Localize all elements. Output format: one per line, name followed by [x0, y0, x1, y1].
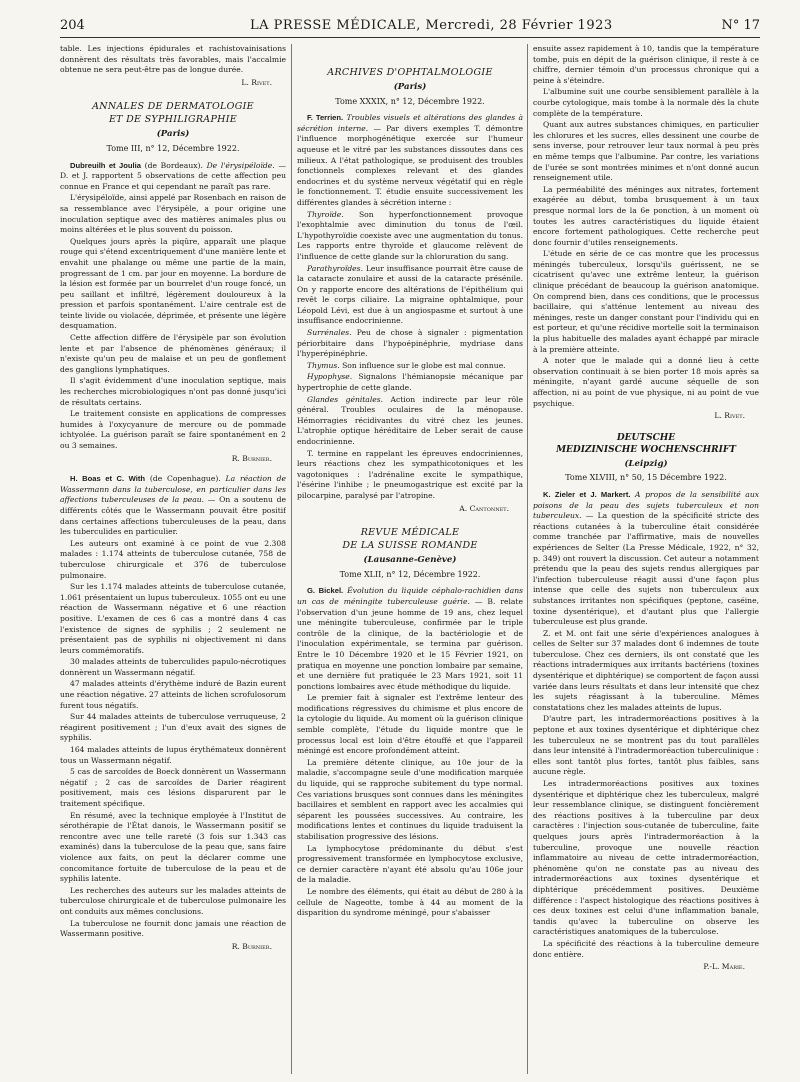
- paragraph: Le traitement consiste en applications de compresses humides à l'oxycyanure de mercure ou de pommade ichtyolée. La guérison paraît se faire spontanément en 2 ou 3 semaines.: [60, 409, 286, 450]
- paragraph: 47 malades atteints d'érythème induré de Bazin eurent une réaction négative. 27 atteints de lichen scrofulosorum furent tous négatifs.: [60, 679, 286, 710]
- paragraph: La spécificité des réactions à la tuberculine demeure donc entière.: [533, 938, 759, 959]
- section-city: (Paris): [156, 129, 190, 140]
- column-divider: [527, 44, 528, 1074]
- paragraph: Parathyroïdes. Leur insuffisance pourrait être cause de la cataracte zonulaire et aussi de la cataracte présénile. On y rapporte encore des altérations de l'épithélium qui revêt le corps ciliaire. La migraine ophtalmique, pour Léopold Lévi, est due à un angiospasme et surtout à une insuffisance endocrinienne.: [297, 263, 523, 326]
- paragraph: Cette affection diffère de l'érysipèle par son évolution lente et par l'absence de phénomènes généraux; il n'existe qu'un peu de malaise et un peu de gonflement des ganglions lymphatiques.: [60, 333, 286, 374]
- paragraph: Thymus. Son influence sur le globe est mal connue.: [307, 360, 506, 370]
- section-city: (Leipzig): [624, 458, 668, 469]
- paragraph: Sur les 1.174 malades atteints de tuberculose cutanée, 1.061 présentaient un lupus tuberculeux. 1055 ont eu une réaction de Wassermann négative et 6 une réaction positive. L'examen de ces 6 cas a montré dans 4 cas l'existence de signes de syphilis ; 2 seulement ne présentaient pas de syphilis ni objectivement ni dans leurs commémoratifs.: [60, 582, 286, 655]
- section-city: (Paris): [393, 82, 427, 92]
- page-number: 204: [60, 18, 85, 33]
- signature: L. Rivet.: [241, 77, 272, 87]
- signature: R. Burnier.: [231, 941, 272, 951]
- column-2: [297, 44, 523, 1074]
- column-3: [533, 44, 759, 1074]
- paragraph: Z. et M. ont fait une série d'expériences analogues à celles de Selter sur 37 malades dont 6 indemnes de toute tuberculose. Chez ces derniers, ils ont constaté que les réactions intradermiques aux irritants bactériens (toxines dysentérique et diphtérique) se comportent de façon aussi variée dans leurs résultats et dans leur intensité que chez les sujets réagissant à la tuberculine. Mêmes constatations chez les malades atteints de lupus.: [533, 628, 759, 712]
- section-city: (Lausanne-Genève): [363, 555, 457, 566]
- section-heading: REVUE MÉDICALE DE LA SUISSE ROMANDE: [342, 527, 478, 552]
- paragraph: Les recherches des auteurs sur les malades atteints de tuberculose chirurgicale et de tuberculose pulmonaire les ont conduits aux mêmes conclusions.: [60, 885, 286, 916]
- paragraph: Quelques jours après la piqûre, apparaît une plaque rouge qui s'étend excentriquement d'une manière lente et envahit une phalange ou même une partie de la main, progressant de 1 cm. par jour en moyenne. La bordure de la lésion est formée par un bourrelet d'un rouge foncé, un peu saillant et infiltré, légèrement douloureux à la pression et parfois spontanément. L'aire centrale est de teinte livide ou violacée, déprimée, et présente une légère desquamation.: [60, 236, 286, 331]
- signature: L. Rivet.: [714, 411, 745, 421]
- article-lead: K. Zieler et J. Markert. A propos de la sensibilité aux poisons de la peau des sujets tuberculeux et non tuberculeux. — La question de la spécificité stricte des réactions cutanées à la tuberculine était considérée comme tranchée par l'affirmative, mais de nouvelles expériences de Selter (La Presse Médicale, 1922, n° 32, p. 349) ont rouvert la discussion. Cet auteur a notamment prétendu que la peau des sujets rendus allergiques par l'infection tuberculeuse réagit aussi d'une façon plus intense que celle des sujets non tuberculeux aux substances irritantes non spécifiques (peptone, caséine, toxine dysentérique), et d'autant plus que l'allergie tuberculeuse est plus grande.: [533, 489, 759, 627]
- paragraph: En résumé, avec la technique employée à l'Institut de sérothérapie de l'État danois, le Wassermann positif se rencontre avec une telle rareté (3 fois sur 1.343 cas examinés) dans la tuberculose de la peau que, sans faire violence aux faits, on peut la déclarer comme une concomitance fortuite de tuberculose de la peau et de syphilis latente.: [60, 810, 286, 884]
- tome-line: Tome XLVIII, n° 50, 15 Décembre 1922.: [565, 473, 727, 483]
- section-heading: ARCHIVES D'OPHTALMOLOGIE: [327, 67, 493, 78]
- article-lead: F. Terrien. Troubles visuels et altérations des glandes à sécrétion interne. — Par divers exemples T. démontre l'influence morphogénétique exercée sur l'humeur aqueuse et le vitré par les substances dissoutes dans ces milieux. A l'état pathologique, se produisent des troubles fonctionnels complexes relevant et des glandes endocrines et du système nerveux végétatif qui en règle le fonctionnement. T. étudie ensuite successivement les différentes glandes à sécrétion interne :: [297, 113, 523, 207]
- article-lead: Dubreuilh et Joulia (de Bordeaux). De l'érysipéloïde. — D. et J. rapportent 5 observations de cette affection peu connue en France et qui cependant ne paraît pas rare.: [60, 160, 286, 191]
- column-divider: [291, 44, 292, 1074]
- paragraph: L'érysipéloïde, ainsi appelé par Rosenbach en raison de sa ressemblance avec l'érysipèle, a pour origine une inoculation septique avec des matières animales plus ou moins altérées et le plus souvent du poisson.: [60, 193, 286, 235]
- paragraph: L'albumine suit une courbe sensiblement parallèle à la courbe cytologique, mais tombe à la normale dès la chute complète de la température.: [533, 87, 759, 118]
- article-lead: H. Boas et C. With (de Copenhague). La réaction de Wassermann dans la tuberculose, en particulier dans les affections tuberculeuses de la peau. — On a soutenu de différents côtés que le Wassermann pouvait être positif dans certaines affections tuberculeuses de la peau, dans les tuberculides en particulier.: [60, 474, 286, 537]
- paragraph: T. termine en rappelant les épreuves endocriniennes, leurs réactions chez les sympathicotoniques et les vagotoniques : l'adrénaline excite le sympathique, l'ésérine l'inhibe ; le pneumogastrique est excité par la pilocarpine, paralysé par l'atropine.: [297, 448, 523, 500]
- paragraph: La lymphocytose prédominante du début s'est progressivement transformée en lymphocytose exclusive, ce dernier caractère n'ayant été absolu qu'au 106e jour de la maladie.: [297, 843, 523, 885]
- paragraph: Les intradermoréactions positives aux toxines dysentérique et diphtérique chez les tuberculeux, malgré leur ressemblance clinique, se distinguent foncièrement des réactions positives à la tuberculine par deux caractères : l'injection sous-cutanée de tuberculine, faite quelques jours après l'intradermoréaction à la tuberculine, provoque une nouvelle réaction inflammatoire au niveau de cette intradermoréaction, phénomène qu'on ne constate pas au niveau des intradermoréactions aux toxines dysentérique et diphtérique précédemment positives. Deuxième différence : l'aspect histologique des réactions positives à ces deux toxines est celui d'une inflammation banale, tandis qu'avec la tuberculine on observe les caractéristiques anatomiques de la tuberculose.: [533, 779, 759, 937]
- paragraph: A noter que le malade qui a donné lieu à cette observation continuait à se bien porter 18 mois après sa méningite, n'ayant gardé aucune séquelle de son affection, ni au point de vue physique, ni au point de vue psychique.: [533, 356, 759, 408]
- tome-line: Tome III, n° 12, Décembre 1922.: [106, 143, 240, 153]
- paragraph: La première détente clinique, au 10e jour de la maladie, s'accompagne seule d'une modification marquée du liquide, qui se rapproche subitement du type normal. Ces variations brusques sont connues dans les méningites bacillaires et semblent en rapport avec les accalmies qui séparent les poussées successives. Au contraire, les modifications lentes et continues du liquide traduisent la stabilisation progressive des lésions.: [297, 757, 523, 841]
- paragraph: Les auteurs ont examiné à ce point de vue 2.308 malades : 1.174 atteints de tuberculose cutanée, 758 de tuberculose chirurgicale et 376 de tuberculose pulmonaire.: [60, 538, 286, 580]
- paragraph: D'autre part, les intradermoréactions positives à la peptone et aux toxines dysentérique et diphtérique chez les tuberculeux ne se montrent pas du tout parallèles dans leur intensité à l'intradermoréaction tuberculinique : elles sont tantôt plus fortes, tantôt plus faibles, sans aucune règle.: [533, 714, 759, 777]
- tome-line: Tome XXXIX, n° 12, Décembre 1922.: [335, 96, 485, 106]
- paragraph: Hypophyse. Signalons l'hémianopsie mécanique par hypertrophie de cette glande.: [297, 372, 523, 393]
- paragraph: ensuite assez rapidement à 10, tandis que la température tombe, puis en dépit de la guérison clinique, il reste à ce chiffre, dernier témoin d'un processus chronique qui a peine à s'éteindre.: [533, 44, 759, 85]
- paragraph: Sur 44 malades atteints de tuberculose verruqueuse, 2 réagirent positivement ; l'un d'eux avait des signes de syphilis.: [60, 712, 286, 743]
- paragraph: La perméabilité des méninges aux nitrates, fortement exagérée au début, tomba brusquement à un taux presque normal lors de la 6e ponction, à un moment où toutes les autres caractéristiques du liquide étaient encore fortement pathologiques. Cette recherche peut donc fournir d'utiles renseignements.: [533, 184, 759, 247]
- section-heading: DEUTSCHE MEDIZINISCHE WOCHENSCHRIFT: [556, 432, 736, 455]
- paragraph: table. Les injections épidurales et rachistovainisations donnèrent des résultats très favorables, mais l'accalmie obtenue ne sera peut-être pas de longue durée.: [60, 44, 286, 75]
- section-heading: ANNALES DE DERMATOLOGIE ET DE SYPHILIGRAPHIE: [92, 101, 254, 126]
- paragraph: Surrénales. Peu de chose à signaler : pigmentation périorbitaire dans l'hypoépinéphrie, mydriase dans l'hyperépinéphrie.: [297, 328, 523, 359]
- tome-line: Tome XLII, n° 12, Décembre 1922.: [339, 569, 481, 579]
- paragraph: Le premier fait à signaler est l'extrême lenteur des modifications régressives du chimisme et plus encore de la cytologie du liquide. Au moment où la guérison clinique semble complète, l'étude du liquide montre que le processus local est loin d'être étouffé et que l'appareil méningé est encore profondément atteint.: [297, 693, 523, 756]
- paragraph: Le nombre des éléments, qui était au début de 280 à la cellule de Nageotte, tombe à 44 au moment de la disparition du syndrome méningé, pour s'abaisser: [297, 886, 523, 918]
- page-header: [60, 18, 760, 38]
- issue-number: N° 17: [721, 18, 760, 33]
- paragraph: 30 malades atteints de tuberculides papulo-nécrotiques donnèrent un Wassermann négatif.: [60, 657, 286, 677]
- signature: P.-L. Marie.: [703, 962, 745, 972]
- column-1: [60, 44, 286, 1074]
- article-lead: G. Bickel. Évolution du liquide céphalo-rachidien dans un cas de méningite tuberculeuse guérie. — B. relate l'observation d'un jeune homme de 19 ans, chez lequel une méningite tuberculeuse, confirmée par le triple contrôle de la clinique, de la bactériologie et de l'inoculation expérimentale, se termina par guérison. Entre le 10 Décembre 1920 et le 15 Février 1921, on pratiqua en moyenne une ponction lombaire par semaine, et une dernière fut pratiquée le 23 Mars 1921, soit 11 ponctions lombaires avec étude méthodique du liquide.: [297, 586, 523, 691]
- paragraph: Il s'agit évidemment d'une inoculation septique, mais les recherches microbiologiques n'ont pas donné jusqu'ici de résultats certains.: [60, 376, 286, 407]
- paragraph: Quant aux autres substances chimiques, en particulier les chlorures et les sucres, elles dessinent une courbe de sens inverse, pour retrouver leur taux normal à peu près en même temps que l'albumine. Par contre, les variations de l'urée se sont montrées minimes et n'ont donné aucun renseignement utile.: [533, 120, 759, 183]
- paragraph: 164 malades atteints de lupus érythémateux donnèrent tous un Wassermann négatif.: [60, 745, 286, 765]
- journal-title: LA PRESSE MÉDICALE, Mercredi, 28 Février 1923: [250, 18, 613, 33]
- paragraph: L'étude en série de ce cas montre que les processus méningés tuberculeux, lorsqu'ils guérissent, ne se cicatrisent qu'avec une extrême lenteur, la guérison clinique précédant de beaucoup la guérison anatomique. On comprend bien, dans ces conditions, que le processus bacillaire, qui s'atténue lentement au niveau des méninges, reste un danger constant pour l'individu qui en est porteur, et qu'une récidive mortelle soit la terminaison la plus habituelle des malades ayant échappé par miracle à la première atteinte.: [533, 249, 759, 354]
- signature: R. Burnier.: [231, 453, 272, 463]
- paragraph: La tuberculose ne fournit donc jamais une réaction de Wassermann positive.: [60, 918, 286, 939]
- signature: A. Cantonnet.: [459, 503, 509, 513]
- header-rule: [60, 37, 760, 38]
- paragraph: 5 cas de sarcoïdes de Boeck donnèrent un Wassermann négatif ; 2 cas de sarcoïdes de Darier réagirent positivement, mais ces lésions disparurent par le traitement spécifique.: [60, 767, 286, 808]
- paragraph: Glandes génitales. Action indirecte par leur rôle général. Troubles oculaires de la ménopause. Hémorragies récidivantes du vitré chez les jeunes. L'atrophie optique héréditaire de Leber serait de cause endocrinienne.: [297, 394, 523, 446]
- paragraph: Thyroïde. Son hyperfonctionnement provoque l'exophtalmie avec diminution du tonus de l'œil. L'hypothyroïdie coexiste avec une augmentation du tonus. Les rapports entre thyroïde et glaucome relèvent de l'influence de cette glande sur la chloruration du sang.: [297, 209, 523, 261]
